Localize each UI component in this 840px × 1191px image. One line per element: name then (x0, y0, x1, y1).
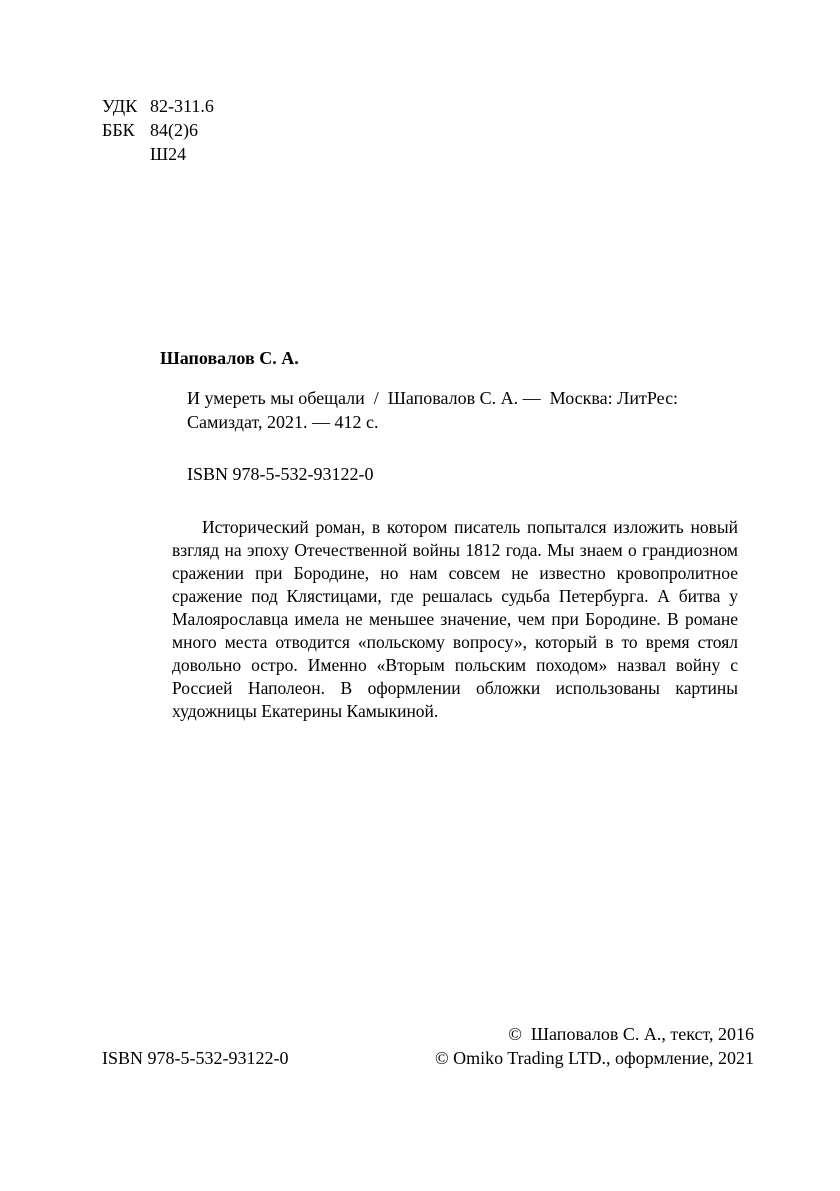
bbk-label: ББК (102, 120, 135, 140)
udk-value: 82-311.6 (150, 96, 214, 116)
copyright-text: © Шаповалов С. А., текст, 2016 (508, 1024, 754, 1044)
bbk-row (102, 118, 214, 142)
copyright-block (435, 1022, 754, 1070)
udk-label: УДК (102, 96, 138, 116)
isbn-top: ISBN 978-5-532-93122-0 (187, 464, 374, 484)
author-mark-row (102, 142, 214, 166)
author-mark: Ш24 (150, 144, 187, 164)
bibliographic-line-2: Самиздат, 2021. — 412 с. (187, 412, 379, 432)
annotation-paragraph: Исторический роман, в котором писатель попытался изложить новый взгляд на эпоху Отечественной войны 1812 года. Мы знаем о грандиозном сражении при Бородине, но нам совсем не известно кровопролитное сражение под Клястицами, где решалась судьба Петербурга. А битва у Малоярославца имела не меньшее значение, чем при Бородине. В романе много места отводится «польскому вопросу», который в то время стоял довольно остро. Именно «Вторым польским походом» назвал войну с Россией Наполеон. В оформлении обложки использованы картины художницы Екатерины Камыкиной. (172, 517, 738, 721)
udk-row (102, 94, 214, 118)
bbk-value: 84(2)6 (150, 120, 198, 140)
author-heading: Шаповалов С. А. (160, 348, 299, 368)
bibliographic-line-1: И умереть мы обещали / Шаповалов С. А. — Москва: ЛитРес: (187, 388, 679, 408)
bibliographic-description (187, 386, 707, 434)
isbn-bottom: ISBN 978-5-532-93122-0 (102, 1048, 289, 1068)
classification-codes (102, 94, 214, 166)
copyright-design: © Omiko Trading LTD., оформление, 2021 (434, 1048, 754, 1068)
